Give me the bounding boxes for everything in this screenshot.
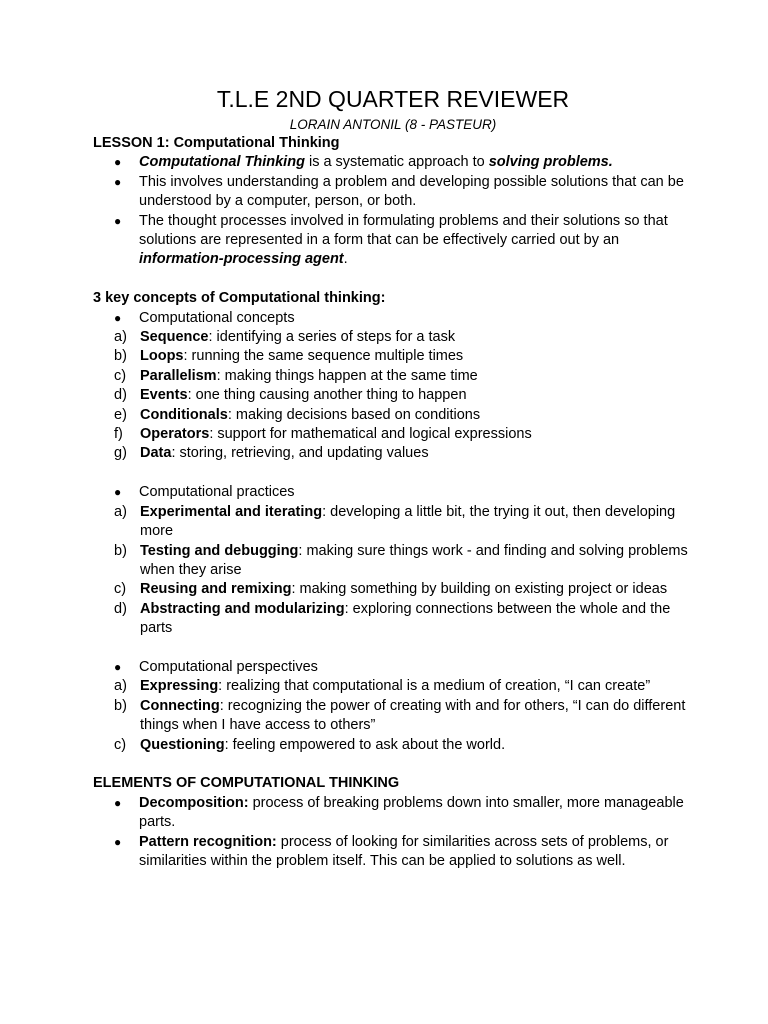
list-item [93, 425, 693, 444]
perspectives-section [93, 658, 693, 677]
list-letter: d) [114, 387, 127, 404]
list-item [93, 600, 693, 639]
concepts-section [93, 309, 693, 328]
list-letter: b) [114, 348, 127, 365]
list-term: Sequence [140, 329, 209, 346]
bullet-dot-icon: ● [114, 659, 122, 674]
list-term: Operators [140, 426, 210, 443]
bullet-dot-icon: ● [114, 310, 122, 325]
list-description: : one thing causing another thing to happen [187, 387, 467, 404]
list-description: : support for mathematical and logical expressions [209, 426, 532, 443]
list-term: Experimental and iterating [140, 503, 323, 520]
document-title: T.L.E 2ND QUARTER REVIEWER [216, 86, 570, 112]
list-letter: b) [114, 697, 127, 714]
bullet-dot-icon: ● [114, 155, 122, 170]
lesson1-heading: LESSON 1: Computational Thinking [93, 135, 340, 151]
list-item [93, 580, 693, 599]
list-letter: a) [114, 503, 127, 520]
list-letter: a) [114, 678, 127, 695]
list-term: Reusing and remixing [140, 581, 292, 598]
list-letter: d) [114, 600, 127, 617]
list-description: : making things happen at the same time [216, 367, 478, 384]
concepts-bullet: ● Computational concepts [93, 309, 693, 328]
list-letter: f) [114, 426, 123, 443]
bullet-dot-icon: ● [114, 213, 122, 228]
concepts-list [93, 328, 693, 464]
lesson1-bullet-1: ● Computational Thinking is a systematic approach to solving problems. [93, 153, 693, 172]
list-letter: a) [114, 329, 127, 346]
list-description: : exploring connections between the whole and the parts [140, 600, 671, 637]
bullet-dot-icon: ● [114, 485, 122, 500]
list-term: Expressing [140, 678, 219, 695]
list-description: : running the same sequence multiple times [183, 348, 464, 365]
list-description: : making decisions based on conditions [227, 406, 481, 423]
bullet-dot-icon: ● [114, 834, 122, 849]
list-term: Abstracting and modularizing [140, 600, 345, 617]
elements-item: ● Pattern recognition: process of looking for similarities across sets of problems, or similarities within the problem itself. This can be applied to solutions as well. [114, 833, 669, 869]
perspectives-list [93, 677, 693, 755]
lesson1-bullets [93, 153, 693, 269]
list-letter: e) [114, 406, 127, 423]
list-item [93, 444, 693, 463]
list-term: Data [140, 445, 172, 462]
list-term: Conditionals [140, 406, 228, 423]
list-item [93, 386, 693, 405]
bullet-dot-icon: ● [114, 795, 122, 810]
list-item [93, 347, 693, 366]
lesson1-bullet-3: ● The thought processes involved in formulating problems and their solutions so that solutions are represented in a form that can be effectively carried out by an information-processing agent. [114, 212, 668, 268]
perspectives-bullet: ● Computational perspectives [93, 658, 693, 677]
list-item [93, 697, 693, 736]
list-letter: c) [114, 736, 127, 753]
lesson1-bullet-2: ● This involves understanding a problem and developing possible solutions that can be understood by a computer, person, or both. [114, 173, 684, 210]
list-letter: c) [114, 581, 127, 598]
list-letter: g) [114, 445, 127, 462]
list-term: Parallelism [140, 367, 217, 384]
list-description: : realizing that computational is a medium of creation, “I can create” [218, 678, 651, 695]
key-concepts-heading: 3 key concepts of Computational thinking: [93, 290, 386, 307]
elements-list [93, 794, 693, 872]
practices-bullet: ● Computational practices [93, 483, 693, 502]
list-description: : feeling empowered to ask about the world. [224, 736, 506, 753]
list-term: Events [140, 387, 188, 404]
practices-list [93, 503, 693, 639]
list-item [93, 542, 693, 581]
list-description: : identifying a series of steps for a task [208, 329, 456, 346]
list-item [93, 736, 693, 755]
document-page [93, 84, 693, 871]
list-term: Testing and debugging [140, 542, 299, 559]
list-item [93, 677, 693, 696]
document-author: LORAIN ANTONIL (8 - PASTEUR) [289, 117, 497, 132]
list-item [93, 406, 693, 425]
list-description: : making something by building on existing project or ideas [291, 581, 668, 598]
list-letter: b) [114, 542, 127, 559]
list-item [93, 367, 693, 386]
elements-item: ● Decomposition: process of breaking problems down into smaller, more manageable parts. [114, 794, 684, 831]
list-description: : storing, retrieving, and updating values [171, 445, 429, 462]
list-description: : developing a little bit, the trying it out, then developing more [140, 503, 676, 540]
elements-heading: ELEMENTS OF COMPUTATIONAL THINKING [93, 775, 400, 792]
list-description: : recognizing the power of creating with and for others, “I can do different things when I have access to others” [140, 697, 686, 734]
list-term: Connecting [140, 697, 220, 714]
list-item [93, 503, 693, 542]
list-description: : making sure things work - and finding and solving problems when they arise [140, 542, 688, 578]
list-term: Questioning [140, 736, 225, 753]
list-item [93, 328, 693, 347]
practices-section [93, 483, 693, 502]
list-term: Loops [140, 348, 184, 365]
bullet-dot-icon: ● [114, 174, 122, 189]
list-letter: c) [114, 367, 127, 384]
